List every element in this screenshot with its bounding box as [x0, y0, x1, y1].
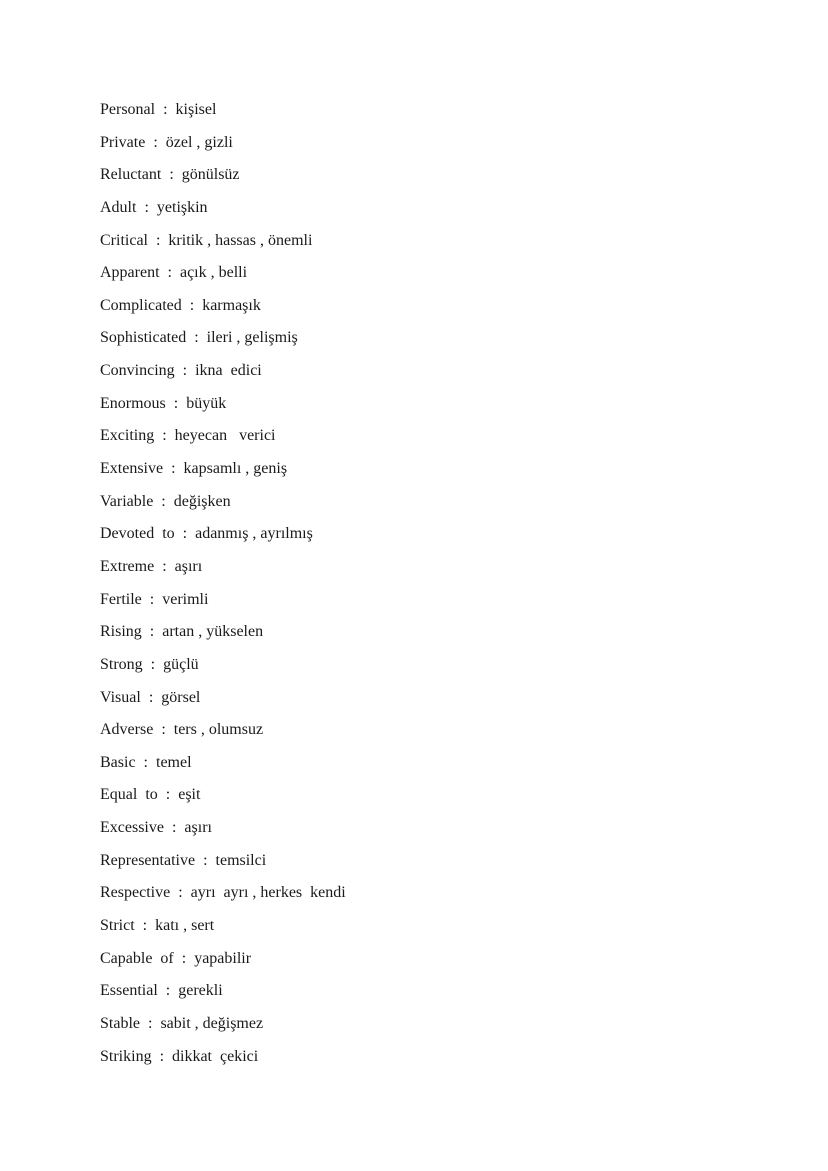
- vocab-entry: Enormous : büyük: [100, 394, 227, 412]
- vocab-entry: Sophisticated : ileri , gelişmiş: [100, 329, 298, 347]
- vocab-entry: Strong : güçlü: [100, 655, 199, 673]
- vocab-entry: Complicated : karmaşık: [100, 296, 261, 314]
- vocab-entry: Personal : kişisel: [100, 101, 217, 118]
- vocab-entry: Extensive : kapsamlı , geniş: [100, 460, 288, 478]
- vocab-entry: Reluctant : gönülsüz: [100, 166, 240, 184]
- vocab-entry: Extreme : aşırı: [100, 557, 203, 575]
- vocab-entry: Basic : temel: [100, 753, 192, 771]
- vocab-entry: Apparent : açık , belli: [100, 264, 248, 282]
- vocab-entry: Devoted to : adanmış , ayrılmış: [100, 525, 313, 543]
- vocab-entry: Strict : katı , sert: [100, 917, 215, 935]
- vocab-entry: Adult : yetişkin: [100, 198, 208, 216]
- vocab-entry: Essential : gerekli: [100, 982, 223, 1000]
- vocab-entry: Fertile : verimli: [100, 590, 209, 608]
- vocab-entry: Adverse : ters , olumsuz: [100, 721, 264, 739]
- vocab-entry: Striking : dikkat çekici: [100, 1047, 259, 1065]
- vocab-entry: Respective : ayrı ayrı , herkes kendi: [100, 884, 346, 902]
- vocab-entry: Critical : kritik , hassas , önemli: [100, 231, 313, 249]
- vocab-entry: Exciting : heyecan verici: [100, 427, 276, 445]
- vocabulary-list: [100, 97, 346, 1076]
- vocab-entry: Visual : görsel: [100, 688, 201, 706]
- vocab-entry: Private : özel , gizli: [100, 133, 233, 151]
- vocab-entry: Capable of : yapabilir: [100, 949, 252, 967]
- vocab-entry: Stable : sabit , değişmez: [100, 1014, 264, 1032]
- vocab-entry: Rising : artan , yükselen: [100, 623, 264, 641]
- vocab-entry: Representative : temsilci: [100, 851, 267, 869]
- vocab-entry: Variable : değişken: [100, 492, 231, 510]
- vocab-entry: Equal to : eşit: [100, 786, 201, 804]
- vocab-entry: Excessive : aşırı: [100, 819, 212, 837]
- vocab-entry: Convincing : ikna edici: [100, 362, 262, 380]
